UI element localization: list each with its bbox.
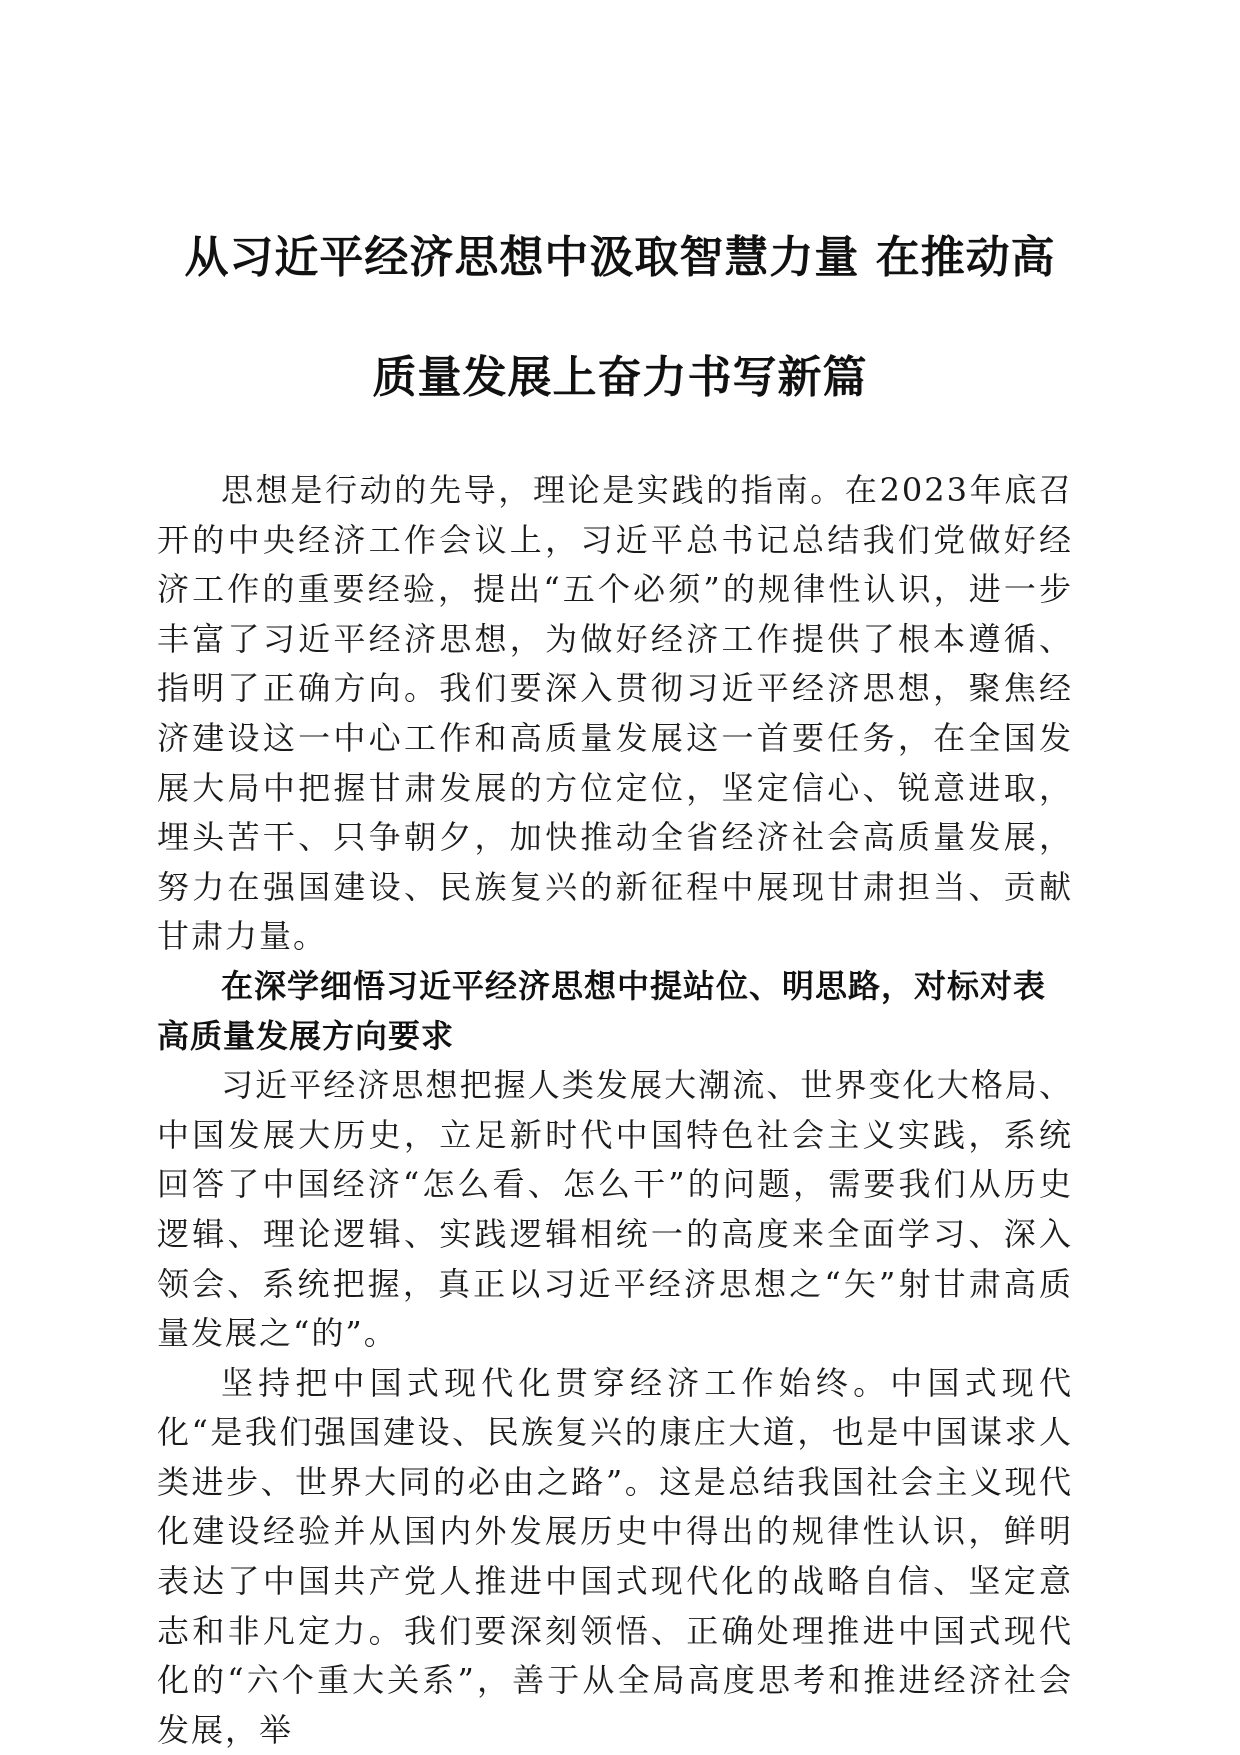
document-title-line-1: 从习近平经济思想中汲取智慧力量 在推动高 [184,232,1056,283]
section-heading: 在深学细悟习近平经济思想中提站位、明思路，对标对表高质量发展方向要求 [157,966,1047,1055]
document-body [157,466,1073,1755]
paragraph-intro: 思想是行动的先导，理论是实践的指南。在2023年底召开的中央经济工作会议上，习近平总书记总结我们党做好经济工作的重要经验，提出“五个必须”的规律性认识，进一步丰富了习近平经济思想，为做好经济工作提供了根本遵循、指明了正确方向。我们要深入贯彻习近平经济思想，聚焦经济建设这一中心工作和高质量发展这一首要任务，在全国发展大局中把握甘肃发展的方位定位，坚定信心、锐意进取，埋头苦干、只争朝夕，加快推动全省经济社会高质量发展，努力在强国建设、民族复兴的新征程中展现甘肃担当、贡献甘肃力量。 [157,471,1073,956]
paragraph-section-intro: 习近平经济思想把握人类发展大潮流、世界变化大格局、中国发展大历史，立足新时代中国特色社会主义实践，系统回答了中国经济“怎么看、怎么干”的问题，需要我们从历史逻辑、理论逻辑、实践逻辑相统一的高度来全面学习、深入领会、系统把握，真正以习近平经济思想之“矢”射甘肃高质量发展之“的”。 [157,1066,1073,1353]
paragraph-modernization: 坚持把中国式现代化贯穿经济工作始终。中国式现代化“是我们强国建设、民族复兴的康庄大道，也是中国谋求人类进步、世界大同的必由之路”。这是总结我国社会主义现代化建设经验并从国内外发展历史中得出的规律性认识，鲜明表达了中国共产党人推进中国式现代化的战略自信、坚定意志和非凡定力。我们要深刻领悟、正确处理推进中国式现代化的“六个重大关系”，善于从全局高度思考和推进经济社会发展，举 [157,1363,1073,1749]
document-title-line-2: 质量发展上奋力书写新篇 [372,352,868,403]
